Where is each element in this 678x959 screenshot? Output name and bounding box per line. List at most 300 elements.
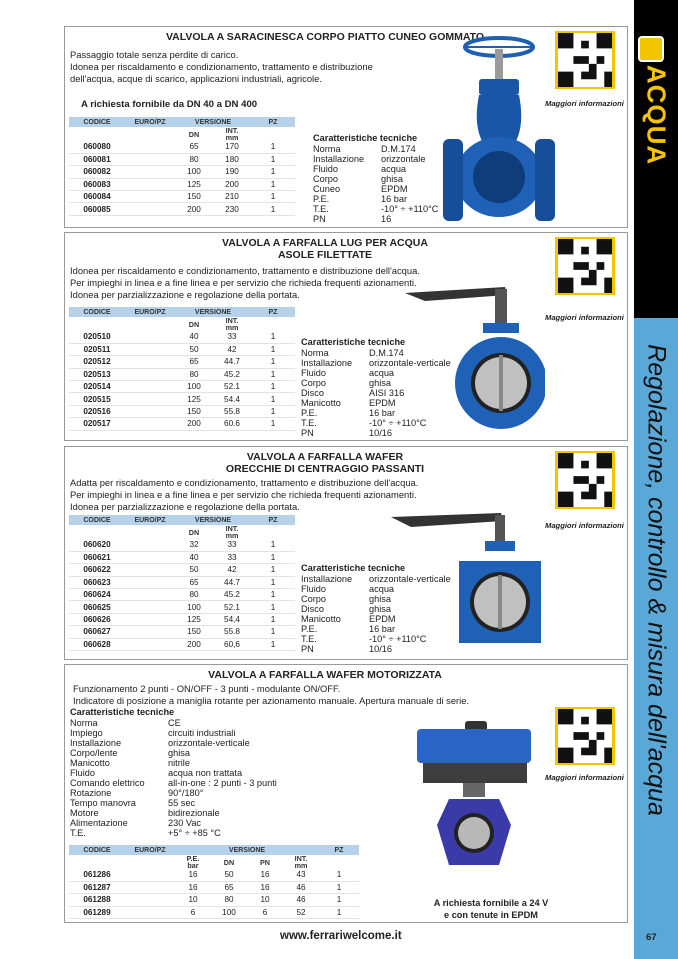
spec-key: Manicotto bbox=[301, 614, 341, 624]
table-cell: 180 bbox=[213, 153, 251, 165]
price-cell bbox=[125, 368, 175, 380]
spec-value: orizzontale-verticale bbox=[369, 574, 451, 584]
spec-row bbox=[313, 174, 438, 184]
table-cell: 1 bbox=[319, 894, 359, 906]
table-cell: 1 bbox=[251, 141, 295, 153]
table-cell: 1 bbox=[251, 601, 295, 613]
gate-valve-image bbox=[443, 35, 555, 230]
table-cell: 16 bbox=[175, 869, 211, 881]
col-int-label: INT. bbox=[225, 126, 239, 135]
table-cell: 100 bbox=[175, 381, 213, 393]
section-lug-butterfly bbox=[64, 232, 628, 441]
spec-value: orizzontale-verticale bbox=[369, 358, 451, 368]
spec-value: ghisa bbox=[381, 174, 403, 184]
spec-value: ghisa bbox=[369, 594, 391, 604]
brand-cube-icon bbox=[638, 36, 664, 62]
section-description bbox=[70, 477, 490, 513]
price-cell bbox=[125, 343, 175, 355]
more-info-link[interactable]: Maggiori informazioni bbox=[545, 99, 624, 108]
spec-value: ghisa bbox=[168, 748, 190, 758]
price-cell bbox=[125, 576, 175, 588]
spec-value: nitrile bbox=[168, 758, 190, 768]
spec-key: Installazione bbox=[70, 738, 122, 748]
price-cell bbox=[125, 418, 175, 430]
table-body bbox=[69, 141, 295, 215]
desc-line: dell'acqua, acque di scarico, applicazioni industriali, agricole. bbox=[70, 73, 322, 84]
spec-row bbox=[70, 778, 277, 788]
table-cell: 125 bbox=[175, 178, 213, 190]
table-row bbox=[69, 191, 295, 203]
spec-value: bidirezionale bbox=[168, 808, 220, 818]
col-codice: CODICE bbox=[69, 117, 125, 127]
table-cell: 16 bbox=[247, 869, 283, 881]
title-line: VALVOLA A FARFALLA WAFER MOTORIZZATA bbox=[208, 669, 442, 681]
col-euro: EURO/PZ bbox=[125, 307, 175, 317]
spec-row bbox=[70, 768, 277, 778]
wafer-valve-image bbox=[391, 509, 541, 664]
spec-key: T.E. bbox=[313, 204, 329, 214]
spec-key: Fluido bbox=[313, 164, 339, 174]
code-cell: 060081 bbox=[69, 153, 125, 165]
page-number: 67 bbox=[646, 932, 657, 943]
desc-line: Indicatore di posizione a maniglia rotante per azionamento manuale. Apertura manuale di serie. bbox=[73, 695, 470, 706]
table-cell: 150 bbox=[175, 191, 213, 203]
table-cell: 1 bbox=[251, 539, 295, 551]
code-cell: 060082 bbox=[69, 166, 125, 178]
col-dn: DN bbox=[175, 317, 213, 331]
code-cell: 060621 bbox=[69, 551, 125, 563]
spec-value: 10/16 bbox=[369, 644, 392, 654]
table-cell: 1 bbox=[251, 356, 295, 368]
qr-code[interactable] bbox=[555, 31, 615, 89]
price-cell bbox=[125, 178, 175, 190]
table-cell: 200 bbox=[175, 638, 213, 650]
col-int-label: INT. bbox=[294, 854, 308, 863]
spec-key: Corpo bbox=[301, 378, 327, 388]
price-cell bbox=[125, 613, 175, 625]
section-gate-valve bbox=[64, 26, 628, 228]
desc-line: Per impieghi in linea e a fine linea e per servizio che richieda frequenti azionamenti. bbox=[70, 489, 417, 500]
table-cell: 60.6 bbox=[213, 418, 251, 430]
spec-key: Fluido bbox=[301, 368, 327, 378]
spec-row bbox=[70, 728, 277, 738]
spec-key: Corpo/lente bbox=[70, 748, 118, 758]
footer-url[interactable]: www.ferrariwelcome.it bbox=[280, 930, 402, 942]
spec-row bbox=[313, 204, 438, 214]
spec-key: Norma bbox=[313, 144, 341, 154]
spec-value: ghisa bbox=[369, 378, 391, 388]
spec-value: 16 bar bbox=[369, 408, 396, 418]
spec-value: -10° ÷ +110°C bbox=[369, 418, 427, 428]
code-cell: 020516 bbox=[69, 405, 125, 417]
section-description bbox=[73, 683, 513, 707]
qr-code[interactable] bbox=[555, 707, 615, 765]
col-pz: PZ bbox=[251, 515, 295, 525]
spec-value: +5° ÷ +85 °C bbox=[168, 828, 221, 838]
table-cell: 1 bbox=[251, 343, 295, 355]
table-cell: 1 bbox=[251, 626, 295, 638]
table-cell: 42 bbox=[213, 564, 251, 576]
spec-value: D.M.174 bbox=[381, 144, 416, 154]
specs bbox=[313, 133, 438, 224]
col-int bbox=[213, 317, 251, 331]
table-row bbox=[69, 343, 295, 355]
spec-key: Motore bbox=[70, 808, 99, 818]
code-cell: 060620 bbox=[69, 539, 125, 551]
specs-list bbox=[70, 718, 277, 838]
table-cell: 1 bbox=[251, 191, 295, 203]
col-pz: PZ bbox=[251, 307, 295, 317]
table-row bbox=[69, 576, 295, 588]
spec-key: PN bbox=[301, 644, 314, 654]
spec-key: Manicotto bbox=[301, 398, 341, 408]
product-table bbox=[69, 845, 359, 919]
table-cell: 1 bbox=[251, 381, 295, 393]
table-cell: 1 bbox=[251, 153, 295, 165]
table-cell: 10 bbox=[247, 894, 283, 906]
table-row bbox=[69, 589, 295, 601]
table-row bbox=[69, 141, 295, 153]
spec-key: T.E. bbox=[70, 828, 86, 838]
desc-line: Per impieghi in linea e a fine linea e per servizio che richieda frequenti azionamenti. bbox=[70, 277, 417, 288]
table-cell: 1 bbox=[251, 418, 295, 430]
product-table bbox=[69, 117, 295, 216]
table-cell: 1 bbox=[251, 368, 295, 380]
code-cell: 060083 bbox=[69, 178, 125, 190]
title-line: VALVOLA A FARFALLA LUG PER ACQUA bbox=[222, 237, 428, 249]
table-cell: 1 bbox=[251, 576, 295, 588]
col-int-unit: mm bbox=[225, 133, 239, 142]
spec-key: Disco bbox=[301, 604, 324, 614]
table-row bbox=[69, 178, 295, 190]
spec-value: CE bbox=[168, 718, 181, 728]
table-row bbox=[69, 381, 295, 393]
spec-key: Cuneo bbox=[313, 184, 341, 194]
table-row bbox=[69, 881, 359, 893]
table-cell: 1 bbox=[251, 551, 295, 563]
code-cell: 061287 bbox=[69, 881, 125, 893]
table-cell: 1 bbox=[251, 393, 295, 405]
spec-row bbox=[70, 818, 277, 828]
desc-line: Idonea per riscaldamento e condizionamento, trattamento e distribuzione bbox=[70, 61, 373, 72]
table-cell: 1 bbox=[319, 869, 359, 881]
spec-row bbox=[70, 758, 277, 768]
table-cell: 1 bbox=[251, 405, 295, 417]
spec-key: P.E. bbox=[301, 624, 318, 634]
table-cell: 32 bbox=[175, 539, 213, 551]
spec-value: D.M.174 bbox=[369, 348, 404, 358]
spec-value: -10° ÷ +110°C bbox=[381, 204, 439, 214]
table-cell: 100 bbox=[175, 166, 213, 178]
price-cell bbox=[125, 203, 175, 215]
table-cell: 10 bbox=[175, 894, 211, 906]
table-row bbox=[69, 564, 295, 576]
table-row bbox=[69, 551, 295, 563]
code-cell: 020510 bbox=[69, 331, 125, 343]
table-cell: 150 bbox=[175, 626, 213, 638]
specs-title: Caratteristiche tecniche bbox=[313, 133, 418, 143]
table-row bbox=[69, 418, 295, 430]
spec-key: Installazione bbox=[313, 154, 365, 164]
spec-key: T.E. bbox=[301, 634, 317, 644]
table-cell: 55.8 bbox=[213, 626, 251, 638]
code-cell: 020513 bbox=[69, 368, 125, 380]
code-cell: 060084 bbox=[69, 191, 125, 203]
spec-row bbox=[313, 194, 438, 204]
table-cell: 1 bbox=[319, 906, 359, 918]
table-cell: 43 bbox=[283, 869, 319, 881]
code-cell: 060627 bbox=[69, 626, 125, 638]
title-line: ASOLE FILETTATE bbox=[277, 249, 373, 261]
desc-line: Passaggio totale senza perdite di carico. bbox=[70, 49, 239, 60]
col-int-label: INT. bbox=[225, 316, 239, 325]
spec-key: Norma bbox=[70, 718, 98, 728]
col-codice: CODICE bbox=[69, 515, 125, 525]
spec-key: Rotazione bbox=[70, 788, 112, 798]
price-cell bbox=[125, 638, 175, 650]
price-cell bbox=[125, 356, 175, 368]
spec-row bbox=[313, 214, 438, 224]
spec-key: Fluido bbox=[70, 768, 96, 778]
spec-value: acqua non trattata bbox=[168, 768, 243, 778]
col-pe bbox=[175, 855, 211, 869]
table-cell: 33 bbox=[213, 539, 251, 551]
product-table bbox=[69, 307, 295, 431]
spec-key: Installazione bbox=[301, 358, 353, 368]
table-cell: 80 bbox=[175, 368, 213, 380]
spec-value: acqua bbox=[369, 368, 395, 378]
table-cell: 150 bbox=[175, 405, 213, 417]
table-row bbox=[69, 166, 295, 178]
spec-key: Fluido bbox=[301, 584, 327, 594]
section-motorized-wafer bbox=[64, 664, 628, 923]
col-euro: EURO/PZ bbox=[125, 117, 175, 127]
table-cell: 80 bbox=[211, 894, 247, 906]
table-row bbox=[69, 638, 295, 650]
desc-line: Idonea per riscaldamento e condizionamento, trattamento e distribuzione dell'acqua. bbox=[70, 265, 420, 276]
table-cell: 40 bbox=[175, 551, 213, 563]
table-cell: 6 bbox=[175, 906, 211, 918]
code-cell: 020517 bbox=[69, 418, 125, 430]
table-cell: 40 bbox=[175, 331, 213, 343]
table-cell: 200 bbox=[175, 203, 213, 215]
table-cell: 1 bbox=[251, 203, 295, 215]
price-cell bbox=[125, 906, 175, 918]
price-cell bbox=[125, 551, 175, 563]
spec-value: EPDM bbox=[369, 398, 396, 408]
table-row bbox=[69, 613, 295, 625]
table-cell: 1 bbox=[251, 331, 295, 343]
spec-key: Norma bbox=[301, 348, 329, 358]
spec-value: circuiti industriali bbox=[168, 728, 236, 738]
table-row bbox=[69, 368, 295, 380]
spec-key: P.E. bbox=[313, 194, 330, 204]
more-info-link[interactable]: Maggiori informazioni bbox=[545, 313, 624, 322]
col-dn: DN bbox=[175, 525, 213, 539]
spec-key: Corpo bbox=[301, 594, 327, 604]
col-pz: PZ bbox=[251, 117, 295, 127]
spec-key: Manicotto bbox=[70, 758, 110, 768]
price-cell bbox=[125, 564, 175, 576]
table-row bbox=[69, 153, 295, 165]
spec-row bbox=[70, 828, 277, 838]
col-int-unit: mm bbox=[294, 861, 308, 870]
spec-row bbox=[313, 144, 438, 154]
spec-value: orizzontale bbox=[381, 154, 426, 164]
motorized-valve-image bbox=[415, 721, 535, 876]
code-cell: 060626 bbox=[69, 613, 125, 625]
col-dn: DN bbox=[175, 127, 213, 141]
section-title bbox=[195, 451, 455, 475]
table-cell: 44.7 bbox=[213, 576, 251, 588]
price-cell bbox=[125, 191, 175, 203]
col-int bbox=[213, 525, 251, 539]
spec-value: 90°/180° bbox=[168, 788, 204, 798]
code-cell: 060080 bbox=[69, 141, 125, 153]
table-cell: 33 bbox=[213, 551, 251, 563]
more-info-link[interactable]: Maggiori informazioni bbox=[545, 521, 624, 530]
spec-row bbox=[70, 798, 277, 808]
spec-key: Tempo manovra bbox=[70, 798, 136, 808]
code-cell: 061289 bbox=[69, 906, 125, 918]
table-cell: 45.2 bbox=[213, 589, 251, 601]
table-cell: 190 bbox=[213, 166, 251, 178]
sidebar-subtitle: Regolazione, controllo & misura dell'acqua bbox=[642, 344, 671, 816]
section-description bbox=[70, 49, 436, 85]
more-info-link[interactable]: Maggiori informazioni bbox=[545, 773, 624, 782]
title-line: ORECCHIE DI CENTRAGGIO PASSANTI bbox=[225, 463, 425, 475]
table-row bbox=[69, 405, 295, 417]
code-cell: 060622 bbox=[69, 564, 125, 576]
code-cell: 060625 bbox=[69, 601, 125, 613]
table-row bbox=[69, 601, 295, 613]
voltage-note bbox=[421, 897, 561, 921]
spec-row bbox=[70, 718, 277, 728]
note-line: e con tenute in EPDM bbox=[444, 910, 538, 920]
col-codice: CODICE bbox=[69, 845, 125, 855]
spec-row bbox=[70, 788, 277, 798]
table-body bbox=[69, 331, 295, 430]
col-euro: EURO/PZ bbox=[125, 845, 175, 855]
qr-code[interactable] bbox=[555, 237, 615, 295]
table-cell: 65 bbox=[175, 356, 213, 368]
lug-valve-image bbox=[395, 283, 545, 438]
table-cell: 55.8 bbox=[213, 405, 251, 417]
table-cell: 52.1 bbox=[213, 601, 251, 613]
desc-line: Funzionamento 2 punti - ON/OFF - 3 punti - modulante ON/OFF. bbox=[73, 683, 341, 694]
spec-key: Corpo bbox=[313, 174, 339, 184]
spec-value: 16 bar bbox=[381, 194, 408, 204]
code-cell: 020515 bbox=[69, 393, 125, 405]
col-pe-unit: bar bbox=[187, 861, 199, 870]
col-versione: VERSIONE bbox=[175, 845, 319, 855]
table-cell: 125 bbox=[175, 393, 213, 405]
table-row bbox=[69, 626, 295, 638]
spec-value: acqua bbox=[381, 164, 407, 174]
table-row bbox=[69, 393, 295, 405]
price-cell bbox=[125, 601, 175, 613]
col-int bbox=[283, 855, 319, 869]
price-cell bbox=[125, 331, 175, 343]
table-cell: 60,6 bbox=[213, 638, 251, 650]
spec-value: acqua bbox=[369, 584, 395, 594]
table-cell: 46 bbox=[283, 894, 319, 906]
table-row bbox=[69, 356, 295, 368]
code-cell: 060628 bbox=[69, 638, 125, 650]
spec-value: 16 bar bbox=[369, 624, 396, 634]
table-cell: 54,4 bbox=[213, 613, 251, 625]
code-cell: 060623 bbox=[69, 576, 125, 588]
title-line: VALVOLA A SARACINESCA CORPO PIATTO CUNEO GOMMATO bbox=[165, 31, 485, 43]
section-title bbox=[145, 669, 505, 681]
table-body bbox=[69, 539, 295, 651]
price-cell bbox=[125, 894, 175, 906]
price-cell bbox=[125, 589, 175, 601]
table-row bbox=[69, 331, 295, 343]
spec-value: all-in-one : 2 punti - 3 punti bbox=[168, 778, 277, 788]
col-versione: VERSIONE bbox=[175, 515, 251, 525]
table-cell: 1 bbox=[251, 564, 295, 576]
qr-code[interactable] bbox=[555, 451, 615, 509]
table-row bbox=[69, 539, 295, 551]
table-cell: 42 bbox=[213, 343, 251, 355]
table-cell: 1 bbox=[319, 881, 359, 893]
sidebar-category: ACQUA bbox=[641, 64, 672, 166]
desc-line: Idonea per parzializzazione e regolazione della portata. bbox=[70, 501, 300, 512]
spec-key: PN bbox=[313, 214, 326, 224]
price-cell bbox=[125, 141, 175, 153]
table-cell: 45.2 bbox=[213, 368, 251, 380]
col-euro: EURO/PZ bbox=[125, 515, 175, 525]
spec-row bbox=[313, 164, 438, 174]
price-cell bbox=[125, 539, 175, 551]
code-cell: 020511 bbox=[69, 343, 125, 355]
spec-value: 55 sec bbox=[168, 798, 196, 808]
table-cell: 210 bbox=[213, 191, 251, 203]
table-cell: 6 bbox=[247, 906, 283, 918]
table-cell: 52.1 bbox=[213, 381, 251, 393]
table-cell: 1 bbox=[251, 613, 295, 625]
spec-value: AISI 316 bbox=[369, 388, 405, 398]
spec-value: 10/16 bbox=[369, 428, 392, 438]
table-cell: 100 bbox=[211, 906, 247, 918]
table-cell: 54.4 bbox=[213, 393, 251, 405]
availability-note: A richiesta fornibile da DN 40 a DN 400 bbox=[81, 99, 258, 110]
desc-line: Adatta per riscaldamento e condizionamento, trattamento e distribuzione dell'acqua. bbox=[70, 477, 419, 488]
code-cell: 060624 bbox=[69, 589, 125, 601]
spec-row bbox=[70, 808, 277, 818]
table-cell: 125 bbox=[175, 613, 213, 625]
spec-value: 16 bbox=[381, 214, 392, 224]
spec-row bbox=[70, 738, 277, 748]
specs-title: Caratteristiche tecniche bbox=[70, 707, 175, 717]
col-versione: VERSIONE bbox=[175, 307, 251, 317]
table-cell: 1 bbox=[251, 178, 295, 190]
col-pe-label: P.E. bbox=[186, 854, 200, 863]
code-cell: 020514 bbox=[69, 381, 125, 393]
table-cell: 100 bbox=[175, 601, 213, 613]
table-cell: 80 bbox=[175, 153, 213, 165]
table-cell: 16 bbox=[175, 881, 211, 893]
table-cell: 65 bbox=[211, 881, 247, 893]
table-cell: 44.7 bbox=[213, 356, 251, 368]
table-row bbox=[69, 906, 359, 918]
spec-value: 230 Vac bbox=[168, 818, 202, 828]
table-cell: 170 bbox=[213, 141, 251, 153]
col-int bbox=[213, 127, 251, 141]
table-cell: 1 bbox=[251, 166, 295, 178]
specs-list bbox=[313, 144, 438, 224]
